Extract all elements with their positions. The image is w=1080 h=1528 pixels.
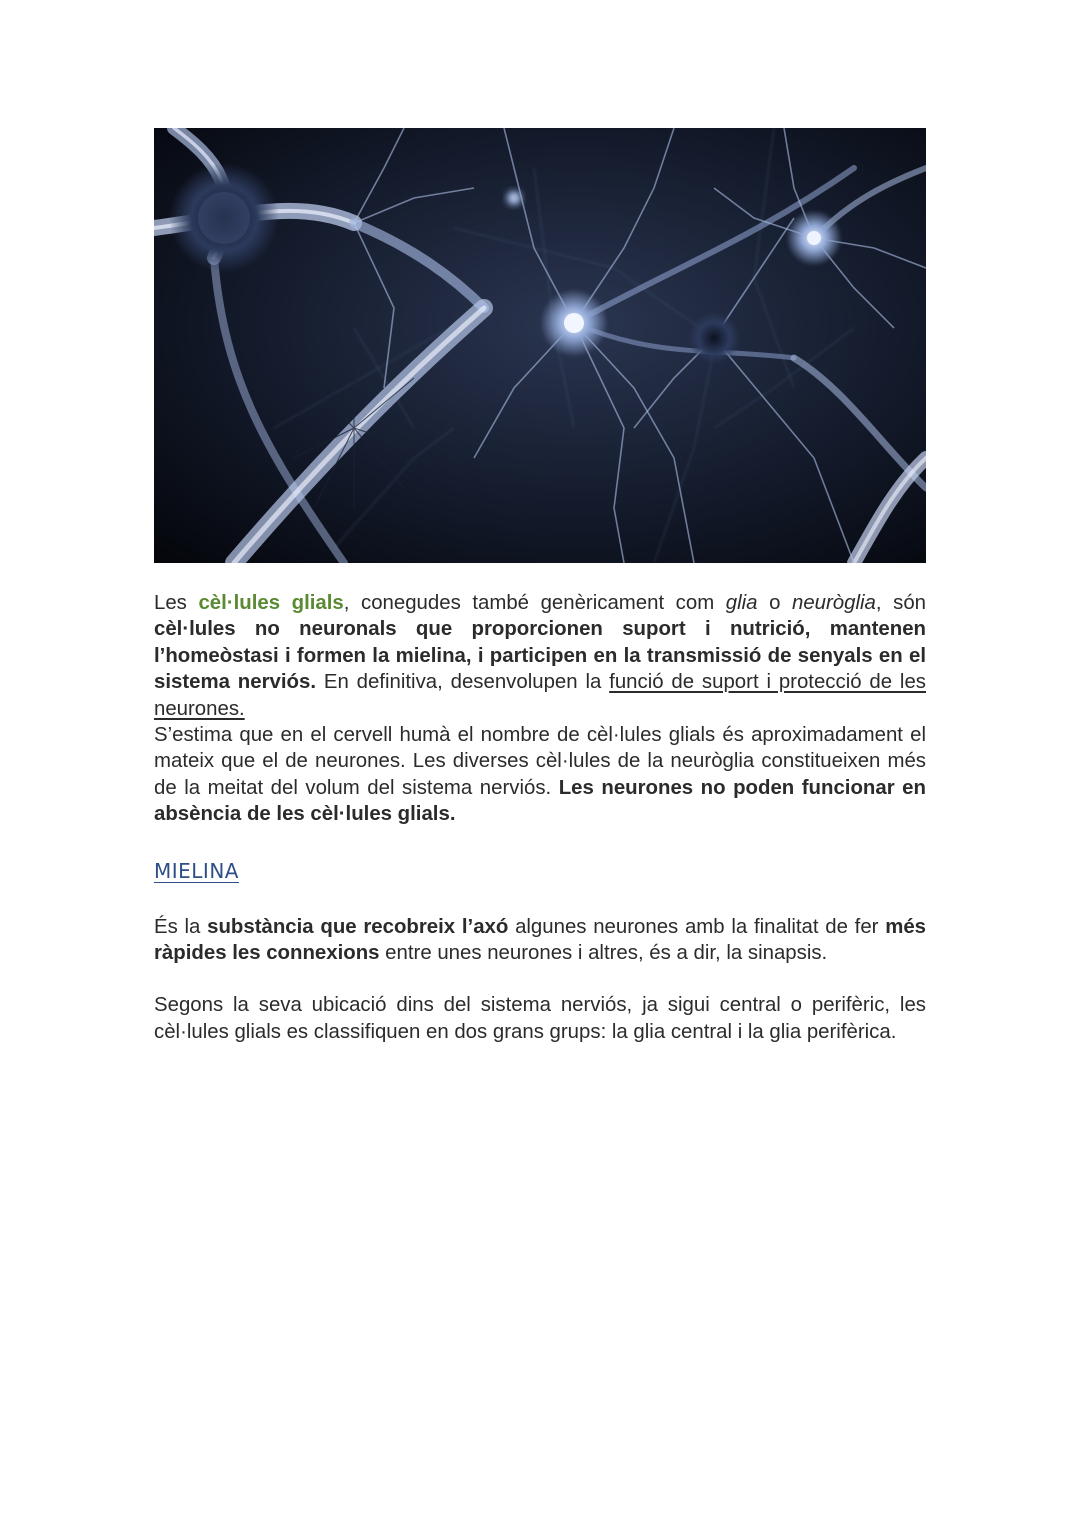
term-neuroglia: neuròglia xyxy=(791,592,876,614)
estimate-bold: Les neurones no poden funcionar en absència de les cèl·lules glials. xyxy=(154,776,926,826)
glial-definition: cèl·lules no neuronals que proporcionen suport i nutrició, mantenen l’homeòstasi i formen la mielina, i participen en la transmissió de senyals en el sistema nerviós. xyxy=(154,618,926,694)
estimate-text: S’estima que en el cervell humà el nombre de cèl·lules glials és aproximadament el mateix que el de neurones. Les diverses cèl·lules de la neuròglia constitueixen més de la meitat del volum del sistema nerviós. xyxy=(154,724,926,799)
term-glial-cells: cèl·lules glials xyxy=(198,592,344,614)
term-glia: glia xyxy=(725,592,758,614)
classification-paragraph: Segons la seva ubicació dins del sistema nerviós, ja sigui central o perifèric, les cèl·lules glials es classifiquen en dos grans grups: la glia central i la glia perifèrica. xyxy=(154,994,926,1043)
mielina-heading: MIELINA xyxy=(154,858,239,883)
myelin-definition-bold: substància que recobreix l’axó xyxy=(207,915,509,938)
mielina-paragraph xyxy=(154,914,926,967)
estimate-paragraph xyxy=(154,722,926,828)
neurons-image xyxy=(154,128,926,563)
text-o: o xyxy=(757,592,792,614)
document-page xyxy=(154,128,926,1045)
text-son: , són xyxy=(875,592,926,614)
support-function-underlined: funció de suport i protecció de les neurones. xyxy=(154,671,926,720)
text-after-term: , conegudes també genèricament com xyxy=(343,592,726,614)
text-in-definitiva: En definitiva, desenvolupen la xyxy=(316,671,610,694)
text-end: entre unes neurones i altres, és a dir, la sinapsis. xyxy=(379,942,828,965)
text-mid: algunes neurones amb la finalitat de fer xyxy=(508,915,886,938)
faster-connections-bold: més ràpides les connexions xyxy=(154,915,927,965)
text-les: Les xyxy=(154,592,199,614)
text-es-la: És la xyxy=(154,915,208,938)
glial-cells-paragraph xyxy=(154,590,926,722)
